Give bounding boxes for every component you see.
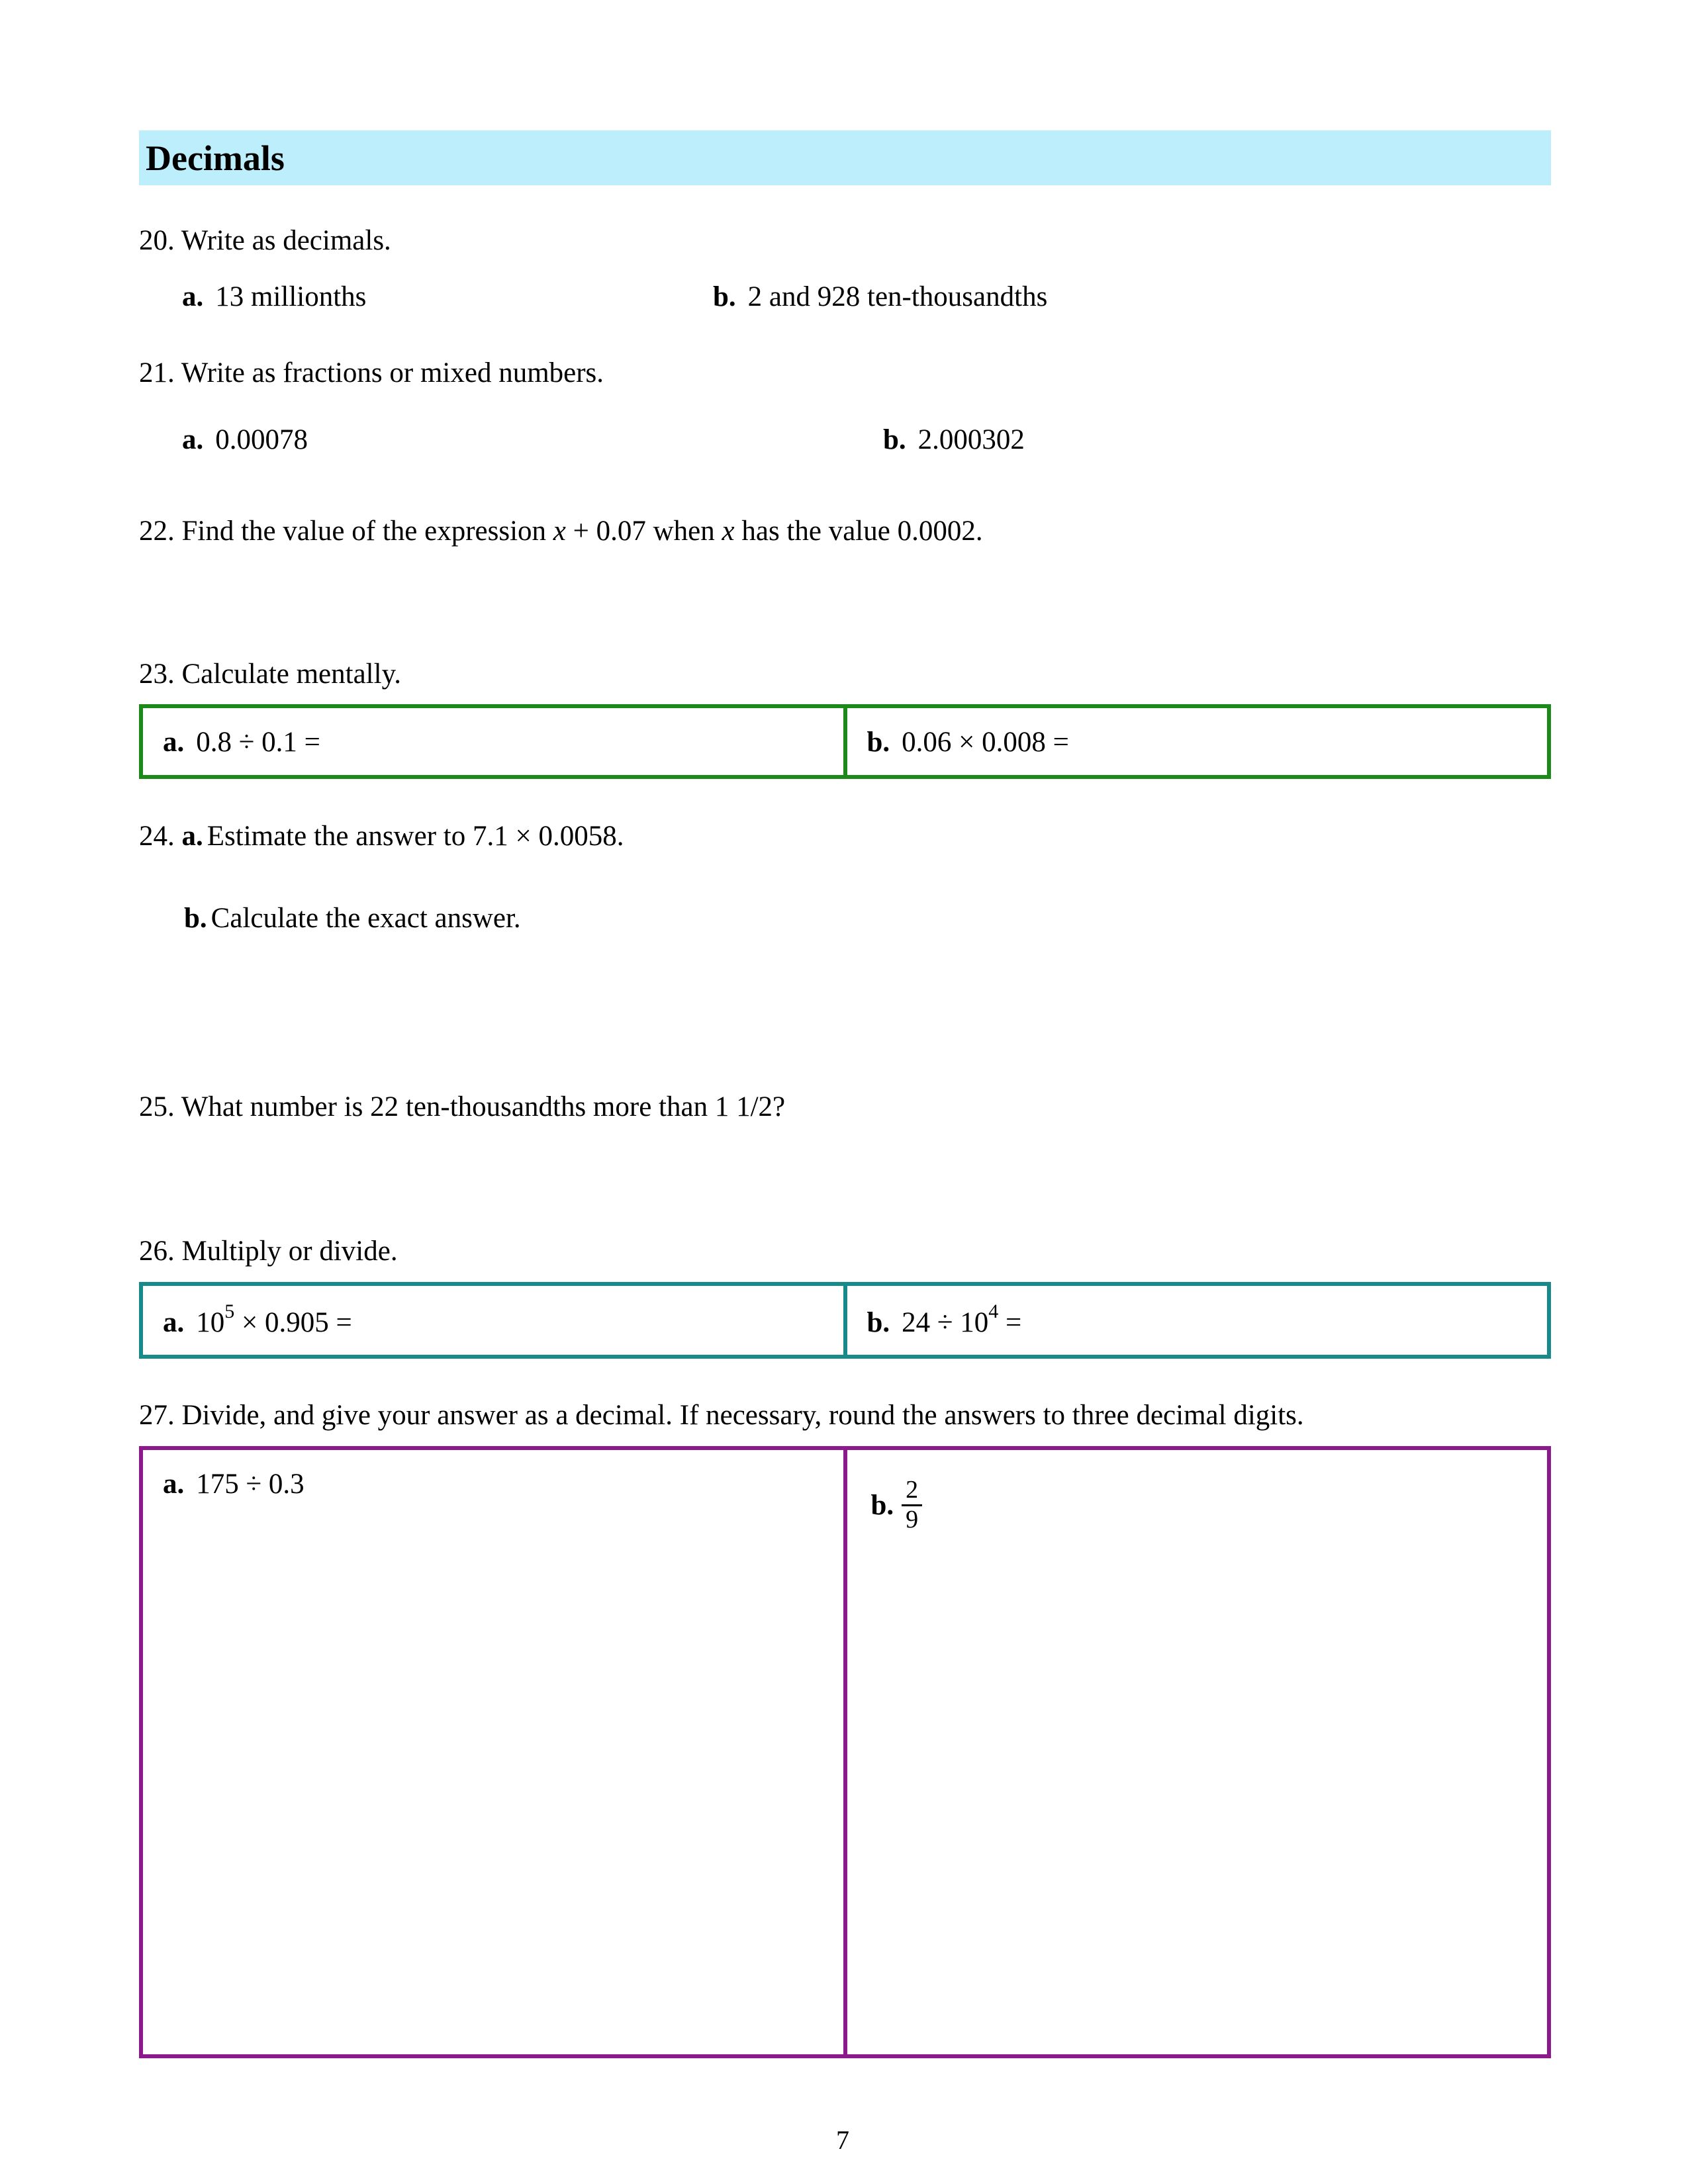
q26-a-label: a. (163, 1307, 185, 1338)
q26-b-pre: 24 ÷ 10 (902, 1307, 989, 1338)
q21-a-text: 0.00078 (215, 424, 308, 455)
q27-b-fraction (902, 1477, 922, 1534)
q23-b-label: b. (867, 727, 890, 758)
q26-b-rest: = (1006, 1307, 1022, 1338)
q24-b-text: Calculate the exact answer. (211, 903, 521, 934)
q26-prompt: Multiply or divide. (181, 1236, 398, 1267)
q23-prompt: Calculate mentally. (181, 659, 402, 690)
q23-a-label: a. (163, 727, 185, 758)
q20-part-b (713, 280, 1047, 314)
section-header-band (139, 130, 1551, 185)
q21-part-a (182, 423, 308, 457)
q27-prompt: Divide, and give your answer as a decimal. If necessary, round the answers to three decimal digits. (181, 1400, 1304, 1431)
question-21 (139, 356, 604, 390)
q23-answer-box (139, 704, 1551, 779)
q27-b-denominator: 9 (906, 1505, 919, 1533)
q22-number: 22. (139, 516, 175, 547)
q27-a-label: a. (163, 1469, 185, 1500)
q22-prompt-3: has the value 0.0002. (741, 516, 983, 547)
q20-number: 20. (139, 225, 175, 256)
q21-prompt: Write as fractions or mixed numbers. (181, 357, 604, 388)
q22-variable: x (553, 516, 566, 547)
q25-number: 25. (139, 1091, 175, 1122)
q26-b-label: b. (867, 1307, 890, 1338)
q25-prompt: What number is 22 ten-thousandths more than 1 1/2? (181, 1091, 786, 1122)
q20-b-label: b. (713, 281, 736, 312)
question-20 (139, 224, 391, 258)
q26-a-exponent: 5 (224, 1300, 235, 1322)
q27-cell-b[interactable] (843, 1450, 1548, 2054)
q20-a-text: 13 millionths (215, 281, 367, 312)
question-25 (139, 1090, 785, 1124)
q21-b-label: b. (883, 424, 906, 455)
q23-cell-b[interactable] (843, 708, 1548, 775)
question-23 (139, 657, 401, 692)
question-24 (139, 819, 624, 854)
q23-a-text: 0.8 ÷ 0.1 = (196, 727, 320, 758)
q26-number: 26. (139, 1236, 175, 1267)
q26-answer-box (139, 1282, 1551, 1359)
q21-number: 21. (139, 357, 175, 388)
q22-prompt-1: Find the value of the expression (181, 516, 547, 547)
q20-b-text: 2 and 928 ten-thousandths (747, 281, 1048, 312)
q26-a-base: 10 (196, 1307, 225, 1338)
q23-cell-a[interactable] (143, 708, 843, 775)
q22-variable-2: x (722, 516, 735, 547)
q27-cell-a[interactable] (143, 1450, 843, 2054)
q21-part-b (883, 423, 1025, 457)
q27-b-label: b. (870, 1489, 894, 1521)
q24-part-b (184, 901, 521, 936)
q22-prompt-2: + 0.07 when (573, 516, 715, 547)
q24-a-label: a. (181, 821, 203, 852)
q26-cell-b[interactable] (843, 1286, 1548, 1355)
question-26 (139, 1234, 398, 1269)
section-title: Decimals (146, 138, 285, 178)
q27-a-text: 175 ÷ 0.3 (196, 1469, 305, 1500)
q24-number: 24. (139, 821, 175, 852)
q24-b-label: b. (184, 903, 207, 934)
page-number: 7 (836, 2125, 849, 2155)
question-22 (139, 514, 983, 549)
question-27 (139, 1398, 1304, 1433)
q23-number: 23. (139, 659, 175, 690)
q24-a-text: Estimate the answer to 7.1 × 0.0058. (207, 821, 624, 852)
q20-prompt: Write as decimals. (181, 225, 391, 256)
q26-b-exponent: 4 (988, 1300, 999, 1322)
q21-b-text: 2.000302 (917, 424, 1025, 455)
q27-number: 27. (139, 1400, 175, 1431)
q20-part-a (182, 280, 366, 314)
q27-answer-box (139, 1446, 1551, 2058)
q26-cell-a[interactable] (143, 1286, 843, 1355)
q26-a-rest: × 0.905 = (242, 1307, 352, 1338)
q23-b-text: 0.06 × 0.008 = (902, 727, 1069, 758)
q21-a-label: a. (182, 424, 204, 455)
q20-a-label: a. (182, 281, 204, 312)
q27-b-numerator: 2 (902, 1477, 922, 1506)
